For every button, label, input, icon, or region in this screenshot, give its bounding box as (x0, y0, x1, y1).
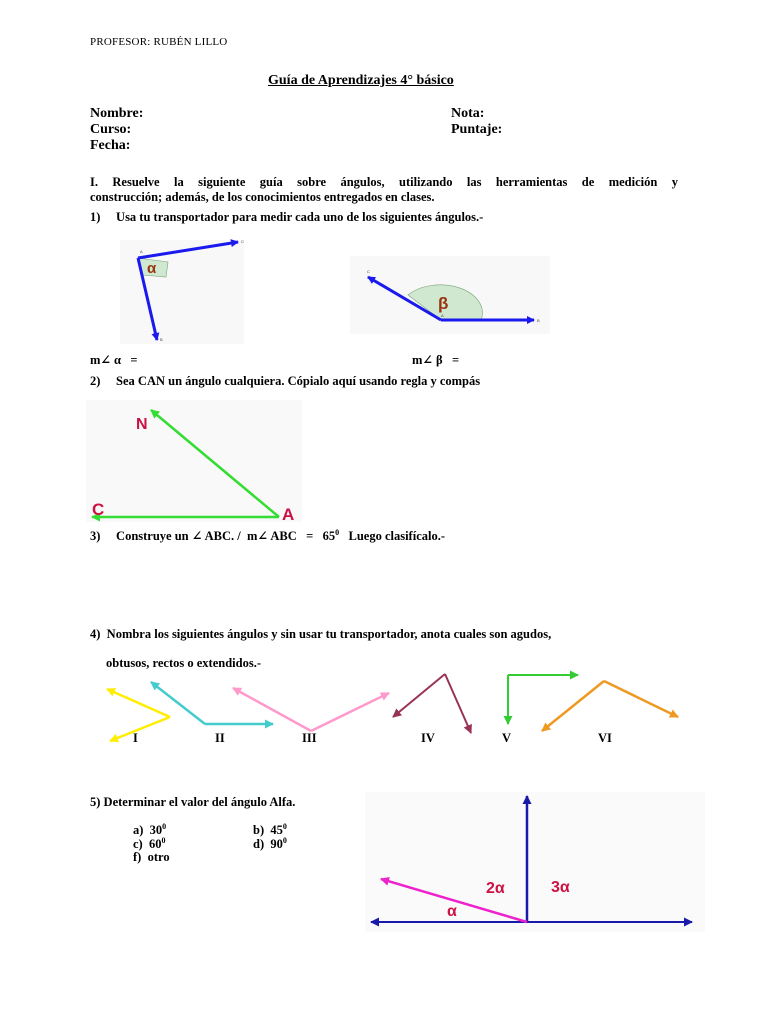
teacher-header: PROFESOR: RUBÉN LILLO (90, 36, 228, 48)
label-alpha: α (447, 903, 457, 920)
nombre-field: Nombre: (90, 106, 144, 121)
instructions-line-1: I. Resuelve la siguiente guía sobre ángulos, utilizando las herramientas de medición y (90, 175, 678, 189)
numeral-iv: IV (421, 731, 435, 745)
label-n: N (136, 416, 148, 433)
numeral-vi: VI (598, 731, 612, 745)
page-title: Guía de Aprendizajes 4° básico (268, 73, 454, 88)
curso-field: Curso: (90, 122, 132, 137)
alpha-measure: m∠ α = (90, 353, 138, 367)
label-c: C (92, 500, 105, 519)
beta-left-tiny-label: C (367, 269, 370, 274)
numeral-iii: III (302, 731, 317, 745)
label-a: A (282, 505, 295, 524)
numeral-v: V (502, 731, 512, 745)
alpha-right-tiny-label: C (241, 239, 244, 244)
question-2-text: 2) Sea CAN un ángulo cualquiera. Cópialo aquí usando regla y compás (90, 374, 481, 388)
puntaje-field: Puntaje: (451, 122, 503, 137)
alpha-symbol: α (147, 260, 157, 277)
question-4-line-2: obtusos, rectos o extendidos.- (106, 656, 261, 670)
numeral-ii: II (215, 731, 225, 745)
beta-right-tiny-label: B (537, 318, 540, 323)
alpha-bottom-tiny-label: B (160, 337, 163, 342)
question-3-suffix: Luego clasifícalo.- (339, 529, 445, 544)
option-c: c) $60^0$ (133, 836, 166, 852)
beta-vertex-tiny-label: A (441, 313, 444, 318)
beta-symbol: β (438, 294, 449, 313)
question-3-prefix: 3) Construye un ∠ ABC. / m∠ ABC = 65 (90, 529, 336, 544)
beta-measure: m∠ β = (412, 353, 460, 367)
alpha-value-background (365, 792, 705, 932)
option-f: f) otro (133, 850, 170, 864)
option-b: b) $45^0$ (253, 822, 287, 838)
fecha-field: Fecha: (90, 138, 131, 153)
question-1-text: 1) Usa tu transportador para medir cada uno de los siguientes ángulos.- (90, 210, 484, 224)
question-5-text: 5) Determinar el valor del ángulo Alfa. (90, 795, 296, 809)
option-a: a) $30^0$ (133, 822, 167, 838)
alpha-vertex-tiny-label: A (140, 249, 143, 254)
question-4-line-1: 4) Nombra los siguientes ángulos y sin usar tu transportador, anota cuales son agudos, (90, 627, 552, 641)
numeral-i: I (133, 731, 138, 745)
label-3-alpha: 3α (551, 879, 570, 896)
option-d: d) $90^0$ (253, 836, 287, 852)
nota-field: Nota: (451, 106, 485, 121)
label-2-alpha: 2α (486, 880, 505, 897)
question-3-degree-sup: 0 (335, 528, 340, 537)
instructions-line-2: construcción; además, de los conocimientos entregados en clases. (90, 190, 435, 204)
